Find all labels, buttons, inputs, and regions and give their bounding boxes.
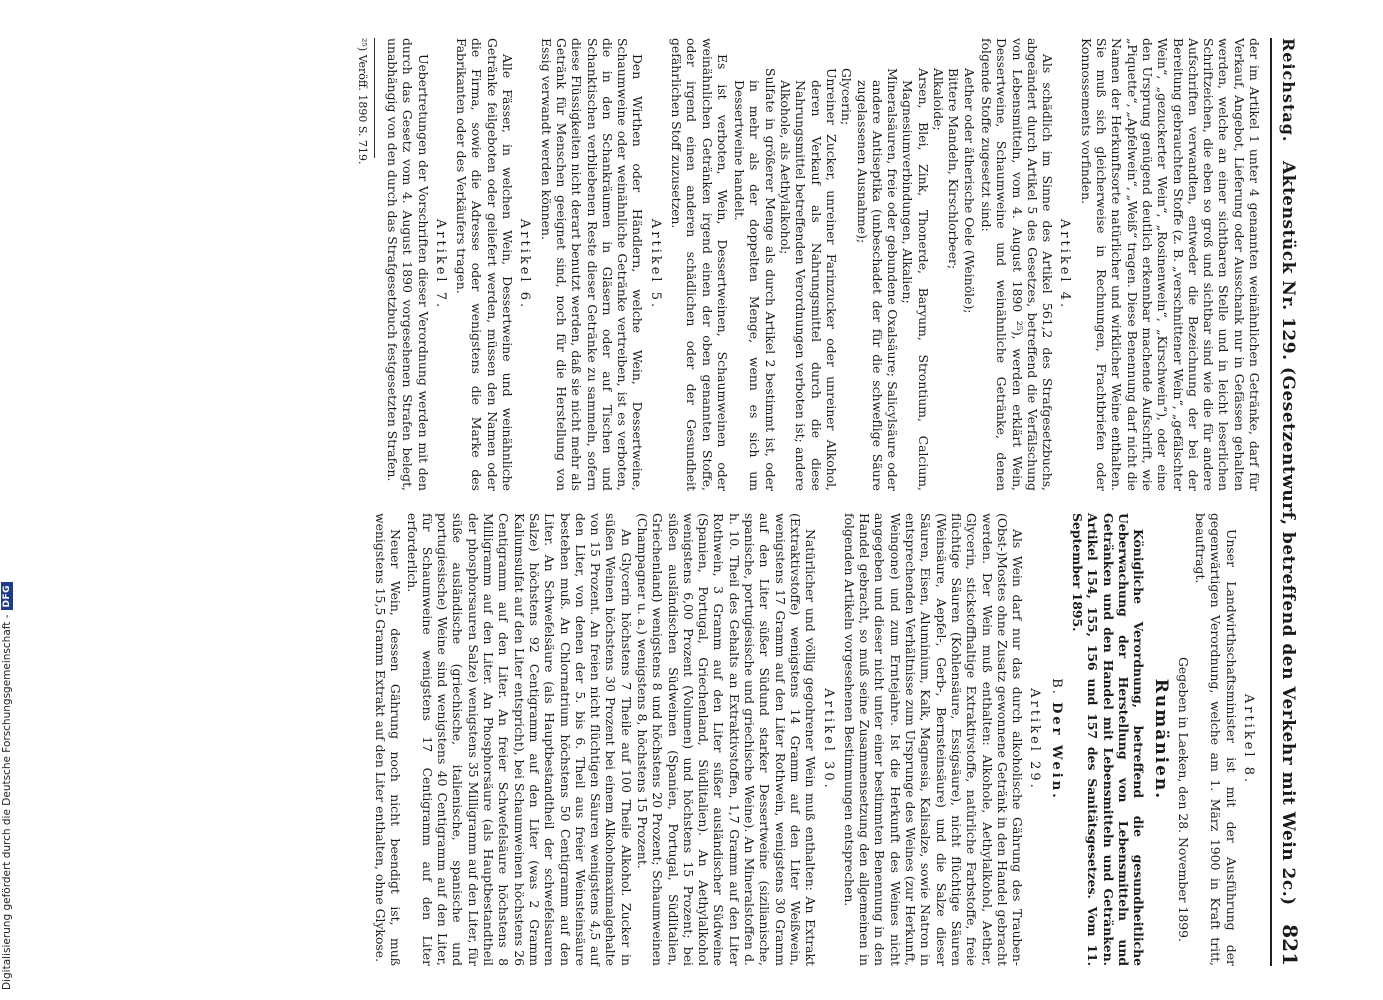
dfg-logo: DFG	[1, 582, 13, 611]
article-30-heading: Artikel 30.	[820, 688, 836, 791]
article-6-heading: Artikel 6.	[517, 218, 533, 311]
article-7-text: Uebertretungen der Vorschriften dieser Verordnung werden mit den durch das Gesetz vom 4. August 1890 vorgesehenen Strafen belegt, unabhängig von den durch das Strafgesetzbuch festgesetzten Strafen.	[384, 38, 431, 491]
list-item: Arsen, Blei, Zink, Thonerde, Baryum, Strontium, Calcium, Magnesiumverbindungen, Alkalien;	[900, 68, 931, 491]
footnote: ²⁵) Veröff. 1890 S. 719.	[355, 38, 369, 165]
article-4-text: Als schädlich im Sinne des Artikel 561,2 des Strafgesetzbuchs, abgeändert durch Artikel 5 des Gesetzes, betreffend die Verfälschung von Lebensmitteln, vom 4. August 1890 ²⁵), werden erklärt Wein, Dessertweine, Schaumweine und weinähnliche Getränke, denen folgende Stoffe zugesetzt sind:	[978, 38, 1056, 491]
article-6-text: Alle Fässer, in welchen Wein, Dessertweine und weinähnliche Getränke feilgeboten oder geliefert werden, müssen den Namen oder die Firma, sowie die Adresse oder wenigstens die Marke des Fabrikanten oder des Verkäufers tragen.	[454, 38, 516, 491]
scanned-page	[80, 0, 1330, 1000]
article-30-text-2: An Glycerin höchstens 7 Theile auf 100 Theile Alkohol. Zucker in süßen Weinen höchstens 30 Prozent bei einem Alkoholmaximalgehalte von 15 Prozent. An freien nicht flüchtigen Säuren wenigstens 4,5 auf den Liter, von denen der 5. bis 6. Theil aus freier Weinsteinsäure bestehen muß. An Chlornatrium höchstens 50 Centigramm auf den Liter. An Schwefelsäure (als Hauptbestandtheil der schwefelsauren Salze) höchstens 92 Centigramm auf den Liter (was 2 Gramm Kaliumsulfat auf den Liter entspricht), bei Schaumweinen höchstens 26 Centigramm auf den Liter. An freier Schwefelsäure höchstens 8 Milligramm auf den Liter. An Phosphorsäure (als Hauptbestandtheil der phosphorsauren Salze) wenigstens 35 Milligramm auf den Liter, für süße ausländische (griechische, italienische, spanische und portugiesische) Weine sind wenigstens 40 Centigramm auf den Liter, für Schaumweine wenigstens 17 Centigramm auf den Liter erforderlich.	[404, 513, 634, 966]
list-item: Unreiner Zucker, unreiner Farinzucker oder unreiner Alkohol, deren Verkauf als Nahrungsmittel durch die diese Nahrungsmittel betreffenden Verordnungen verboten ist; andere Alkohole, als Aethylalkohol;	[778, 68, 839, 491]
article-29-text: Als Wein darf nur das durch alkoholische Gährung des Trauben-(Obst-)Mostes ohne Zusatz gewonnene Getränk in den Handel gebracht werden. Der Wein muß enthalten: Alkohole, Aethylalkohol, Aether, Glycerin, stickstoffhaltige Extraktivstoffe, natürliche Farbstoffe, freie flüchtige Säuren (Kohlensäure, Essigsäure), nicht flüchtige Säuren (Weinsäure, Aepfel-, Gerb-, Bernsteinsäure) und die Salze dieser Säuren, Eisen, Aluminium, Kalk, Magnesia, Kalisalze, sowie Natron in entsprechenden Verhältnisse zum Ursprunge des Weines (zur Herkunft, Weingone) und zum Erntejahre. Ist die Herkunft des Weines nicht angegeben und dieser nicht unter einer bestimmten Benennung in den Handel gebracht, so muß seine Zusammensetzung den allgemeinen in folgenden Artikeln vorgesehenen Bestimmungen entsprechen.	[841, 513, 1026, 966]
list-item: Alkaloide;	[931, 68, 947, 131]
section-title: Der Wein.	[1048, 702, 1064, 801]
footnote-rule	[374, 38, 375, 158]
article-30-text-3: Neuer Wein, dessen Gährung noch nicht beendigt ist, muß wenigstens 15,5 Gramm Extrakt auf den Liter enthalten, ohne Glykose.	[372, 513, 404, 966]
section-heading	[1048, 513, 1063, 966]
right-column	[354, 513, 1262, 966]
article-5-text: Den Wirthen oder Händlern, welche Wein, Dessertweine, Schaumweine oder weinähnliche Getränke vertreiben, ist es verboten, die in den Schankräumen in Gläsern oder auf Tischen und Schanktischen verbliebenen Reste dieser Getränke zu sammeln, sofern diese Flüssigkeiten nicht derart benutzt werden, daß sie nicht mehr als Getränk für Menschen geeignet sind, noch für die Herstellung von Essig verwandt werden können.	[538, 38, 646, 491]
article-30-text-1: Natürlicher und völlig gegohrener Wein muß enthalten: An Extrakt (Extraktivstoffe) wenigstens 14 Gramm auf den Liter Weißwein, wenigstens 17 Gramm auf den Liter Rothwein, wenigstens 30 Gramm auf den Liter süßer Südund starker Dessertweine (sizilianische, spanische, portugiesische und griechische Weine). An Mineralstoffen d. h. 10. Theil des Gehalts an Extraktivstoffen, 1,7 Gramm auf den Liter Rothwein, 3 Gramm auf den Liter süßer ausländischer Südweine (Spanien, Portugal, Griechenland, Südlitalien). An Aethylalkohol wenigstens 6,00 Prozent (Volumen) und höchstens 15 Prozent; bei süßen ausländischen Südweinen (Spanien, Portugal, Südlitalien, Griechenland) wenigstens 8 und höchstens 20 Prozent; Schaumweinen (Champagner u. a.) wenigstens 8, höchstens 15 Prozent.	[635, 513, 819, 966]
article-4-closing: Es ist verboten, Wein, Dessertweinen, Schaumweinen oder weinähnlichen Getränken irgend einen der oben genannten Stoffe, oder irgend einen anderen schädlichen oder der Gesundheit gefährlichen Stoff zuzusetzen.	[669, 38, 730, 491]
country-heading: Rumänien.	[1150, 678, 1171, 801]
article-8-heading: Artikel 8.	[1241, 693, 1256, 786]
text-columns	[354, 38, 1262, 966]
digitization-note	[1, 582, 13, 990]
header-left: Reichstag.	[1279, 38, 1298, 143]
article-5-heading: Artikel 5.	[647, 218, 663, 311]
list-item: Mineralsäuren, freie oder gebundene Oxalsäure; Salicylsäure oder andere Antiseptika (unbeschadet der für die schweflige Säure zugelassenen Ausnahme);	[854, 68, 901, 491]
page-number: 821	[1278, 924, 1302, 966]
list-item: Bittere Mandeln, Kirschlorbeer;	[946, 68, 962, 270]
page-header	[1270, 38, 1302, 966]
article-7-heading: Artikel 7.	[432, 218, 448, 311]
list-item: Aether oder ätherische Oele (Weinöle);	[961, 68, 977, 314]
digitization-text: Digitalisierung gefördert durch die Deutsche Forschungsgemeinschaft -	[1, 614, 13, 990]
intro-paragraph: der im Artikel 1 unter 4 genannten weinähnlichen Getränke, darf für Verkauf, Angebot, Lieferung oder Ausschank nur in Gefässen gehalten werden, welche an einer sichtbaren Stelle und in leicht leserlichen Schriftzeichen, die eben so groß und sichtbar sind wie die für andere Aufschriften verwandten, entweder die Bezeichnung der bei der Bereitung gebrauchten Stoffe (z. B. „verschnittener Wein“, „gefälschter Wein“, „gezuckerter Wein“, „Rosinenwein“, „Kirschwein“), oder eine den Ursprung genügend deutlich erkennbar machende Aufschrift, wie „Piquette“, „Apfelwein“, „Weiß“ tragen. Diese Benennung darf nicht die Namen der Herkunftsorte natürlicher und wirklicher Weine enthalten. Sie muß sich gleicherweise in Rechnungen, Frachtbriefen oder Konnossements vorfinden.	[1078, 38, 1262, 491]
date-line: Gegeben in Laeken, den 28. November 1899.	[1175, 656, 1191, 942]
list-item: Glycerin;	[839, 68, 855, 126]
left-column	[354, 38, 1262, 491]
header-title: Aktenstück Nr. 129. (Gesetzentwurf, betreffend den Verkehr mit Wein 2c.)	[1278, 160, 1298, 906]
list-item: Sulfate in größerer Menge als durch Artikel 2 bestimmt ist, oder in mehr als der doppelten Menge, wenn es sich um Dessertweine handelt.	[732, 68, 778, 491]
article-29-heading: Artikel 29.	[1027, 688, 1043, 791]
article-4-list	[732, 68, 977, 491]
article-8-text: Unser Landwirthschaftsminister ist mit der Ausführung der gegenwärtigen Verordnung, welche am 1. März 1900 in Kraft tritt, beauftragt.	[1193, 513, 1239, 966]
article-4-heading: Artikel 4.	[1057, 218, 1073, 311]
section-letter: B.	[1048, 678, 1064, 696]
decree-title: Königliche Verordnung, betreffend die gesundheitliche Ueberwachung der Herstellung von Lebensmitteln und Getränken und den Handel mit Lebensmitteln und Getränken. Artikel 154, 155, 156 und 157 des Sanitätsgesetzes. Vom 11. September 1895.	[1070, 513, 1147, 966]
